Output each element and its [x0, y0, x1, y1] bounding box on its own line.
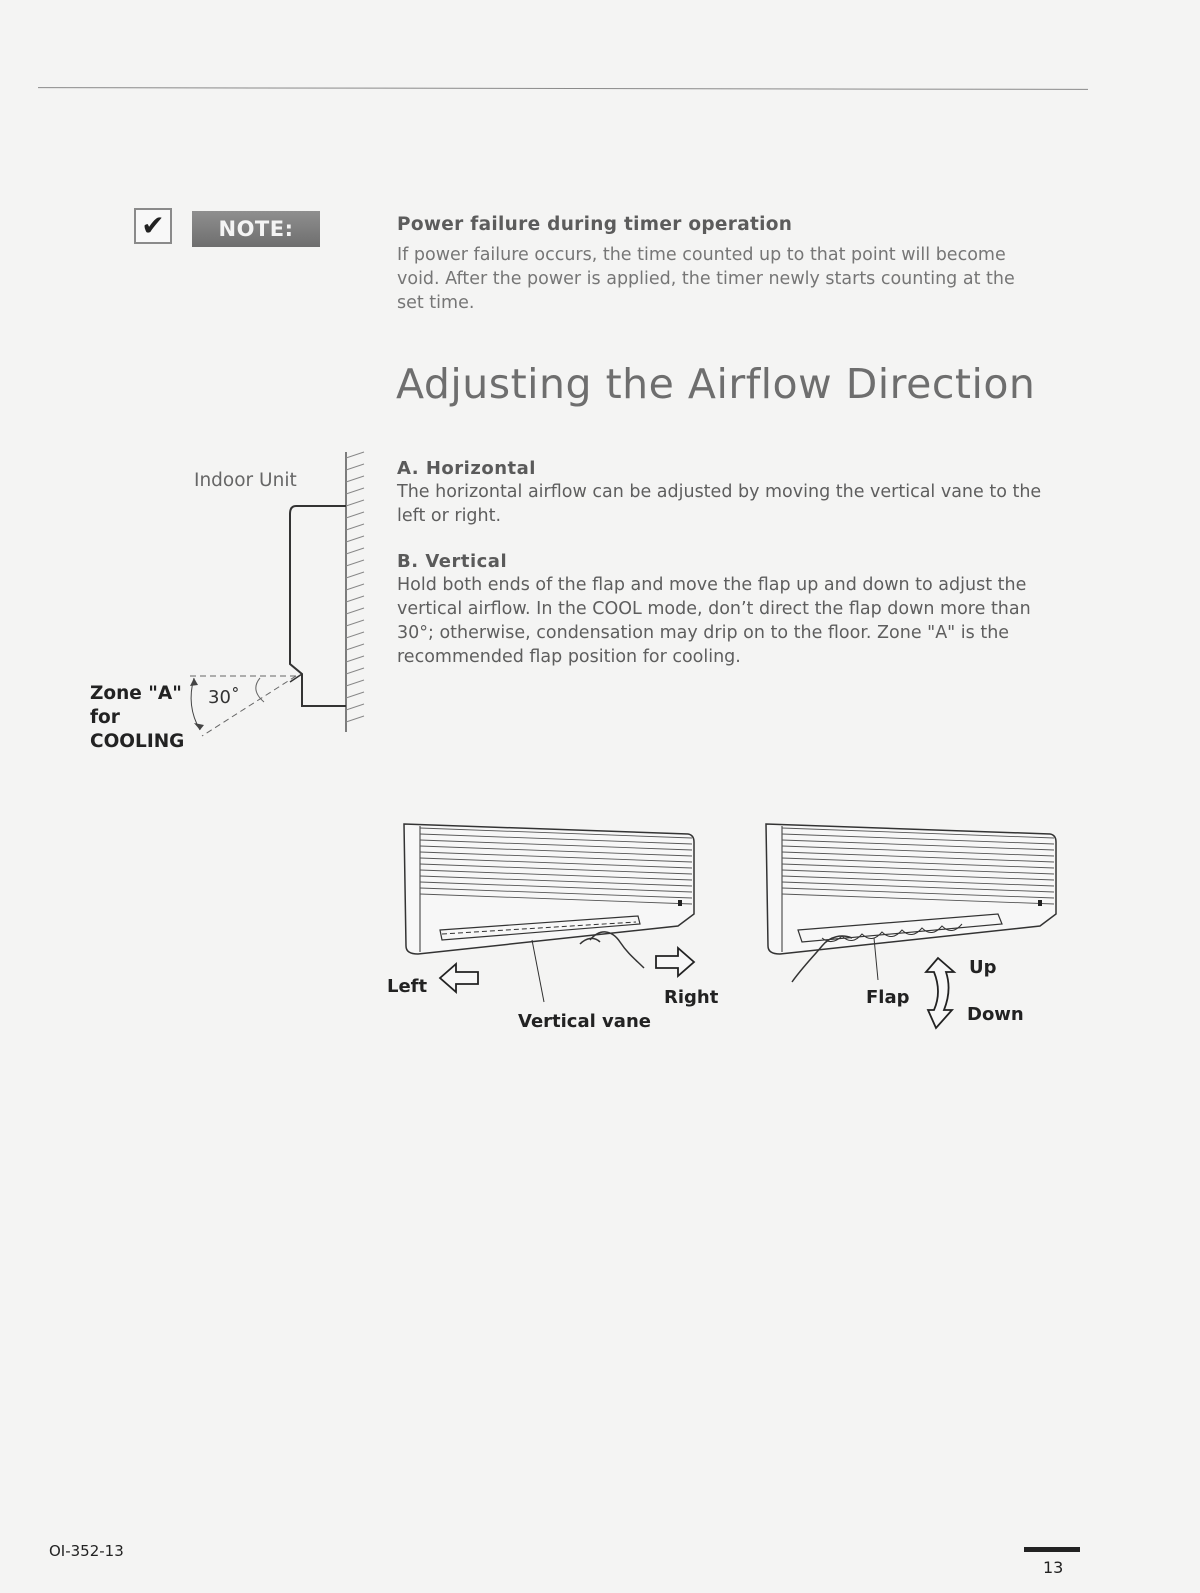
- note-line: void. After the power is applied, the timer newly starts counting at the: [397, 269, 1015, 289]
- check-icon: ✔: [134, 208, 172, 244]
- document-code: OI-352-13: [49, 1542, 124, 1560]
- flap-label: Flap: [866, 987, 910, 1008]
- note-badge: NOTE:: [192, 211, 320, 247]
- right-arrow-icon: [654, 944, 698, 980]
- note-title: Power failure during timer operation: [397, 214, 793, 235]
- vertical-body: [397, 573, 1087, 669]
- top-rule: [38, 87, 1088, 90]
- angle-label: 30˚: [208, 687, 240, 708]
- horizontal-line: The horizontal airflow can be adjusted by moving the vertical vane to the: [397, 482, 1042, 502]
- up-down-arrow-icon: [918, 956, 968, 1032]
- left-arrow-icon: [438, 960, 498, 996]
- vertical-line: vertical airflow. In the COOL mode, don’t direct the flap down more than: [397, 599, 1031, 619]
- vertical-line: recommended flap position for cooling.: [397, 647, 741, 667]
- page-number: 13: [1043, 1558, 1064, 1577]
- flap-leader-line: [872, 936, 892, 986]
- down-label: Down: [967, 1004, 1024, 1025]
- horizontal-line: left or right.: [397, 506, 502, 526]
- zone-line: Zone "A": [90, 683, 182, 704]
- unit-vertical-illustration: [762, 818, 1062, 968]
- page-number-bar: [1024, 1547, 1080, 1552]
- note-line: If power failure occurs, the time counted up to that point will become: [397, 245, 1006, 265]
- left-label: Left: [387, 976, 428, 997]
- vertical-line: Hold both ends of the flap and move the flap up and down to adjust the: [397, 575, 1027, 595]
- horizontal-heading: A. Horizontal: [397, 458, 536, 479]
- up-label: Up: [969, 957, 997, 978]
- page-title: Adjusting the Airflow Direction: [396, 360, 1036, 408]
- note-body: [397, 243, 1067, 315]
- indoor-unit-label: Indoor Unit: [194, 470, 297, 491]
- right-label: Right: [664, 987, 719, 1008]
- zone-line: for: [90, 707, 120, 728]
- vertical-heading: B. Vertical: [397, 551, 508, 572]
- zone-label: [90, 682, 184, 754]
- note-line: set time.: [397, 293, 475, 313]
- vane-leader-line: [530, 938, 550, 1008]
- horizontal-body: [397, 480, 1087, 528]
- vertical-vane-label: Vertical vane: [518, 1011, 651, 1032]
- vertical-line: 30°; otherwise, condensation may drip on to the floor. Zone "A" is the: [397, 623, 1010, 643]
- zone-line: COOLING: [90, 731, 185, 752]
